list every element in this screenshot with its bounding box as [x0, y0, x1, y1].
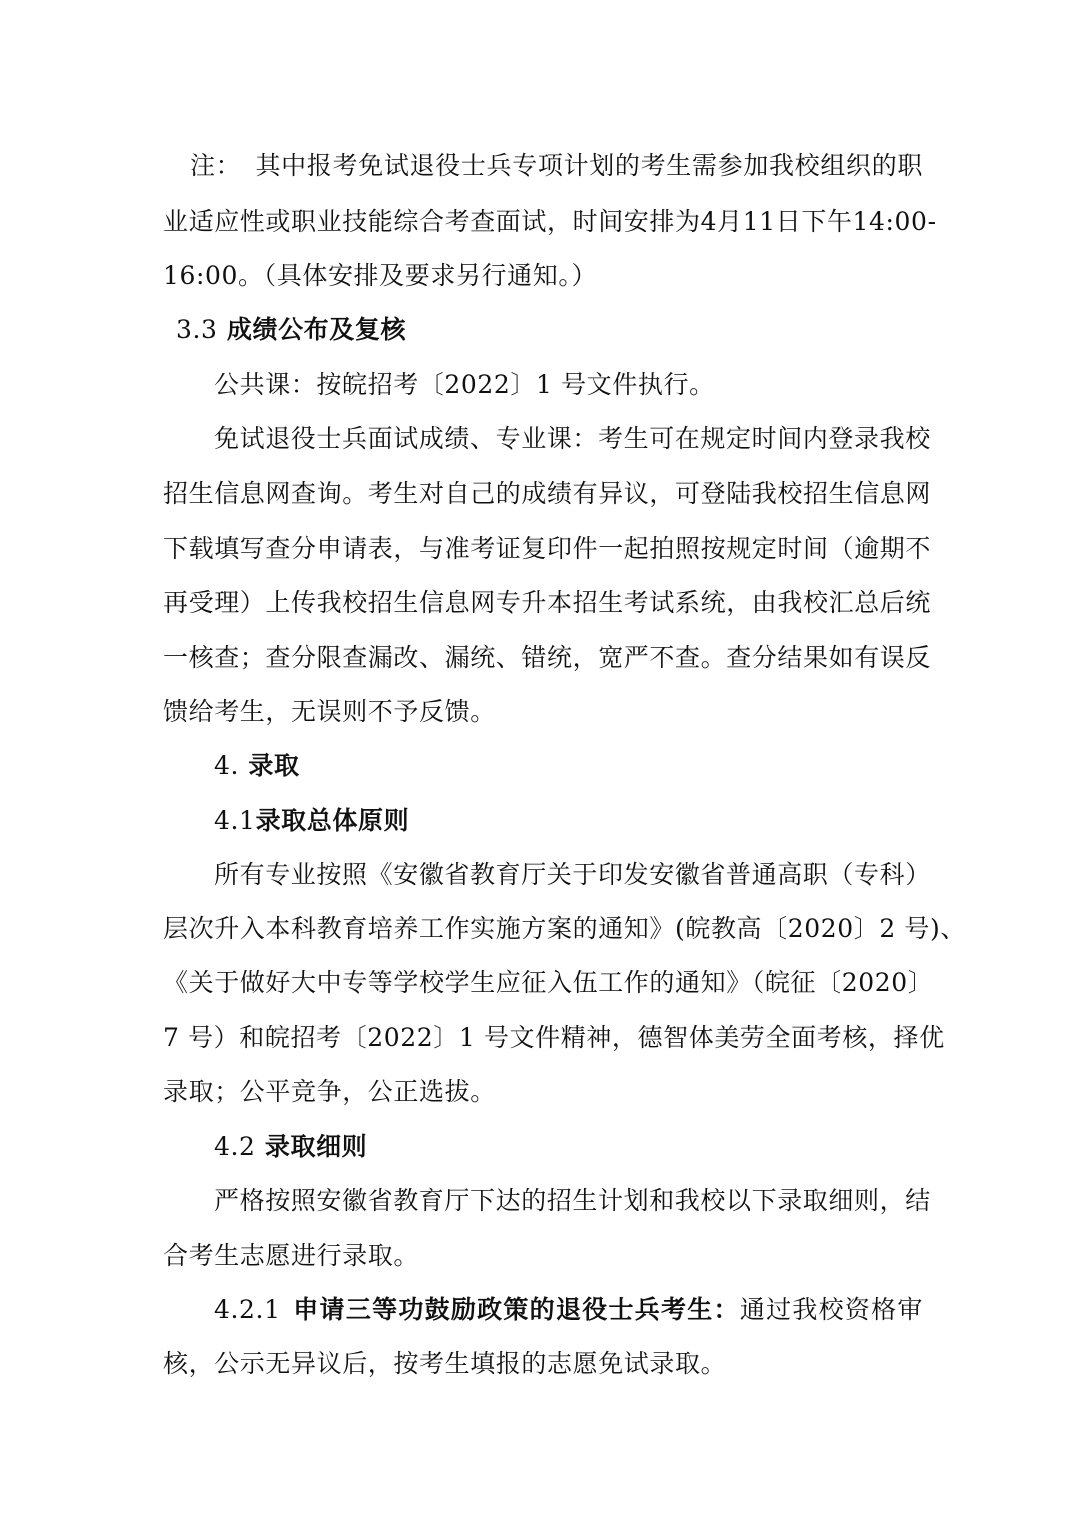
exempt-line-2: 招生信息网查询。考生对自己的成绩有异议，可登陆我校招生信息网: [163, 479, 932, 508]
section-4-2-1-number: 4.2.1: [214, 1295, 281, 1324]
section-4-1-number: 4.1: [214, 806, 256, 835]
principle-line-4: 7 号）和皖招考〔2022〕1 号文件精神，德智体美劳全面考核，择优: [163, 1023, 945, 1052]
rules-line-1: 严格按照安徽省教育厅下达的招生计划和我校以下录取细则，结: [214, 1186, 931, 1215]
exempt-line-6: 馈给考生，无误则不予反馈。: [163, 697, 496, 726]
principle-line-2: 层次升入本科教育培养工作实施方案的通知》(皖教高〔2020〕2 号)、: [163, 914, 966, 943]
section-4-2-1-title: 申请三等功鼓励政策的退役士兵考生：: [292, 1295, 740, 1324]
section-4-title: 录取: [248, 751, 300, 780]
exempt-line-3: 下载填写查分申请表，与准考证复印件一起拍照按规定时间（逾期不: [163, 534, 932, 563]
section-4-2-1-line-1: [214, 1290, 923, 1330]
exempt-line-4: 再受理）上传我校招生信息网专升本招生考试系统，由我校汇总后统: [163, 588, 932, 617]
section-3-3-title: 成绩公布及复核: [226, 315, 407, 344]
section-4-2-1-line-2: 核，公示无异议后，按考生填报的志愿免试录取。: [163, 1349, 727, 1378]
section-4-2-title: 录取细则: [264, 1132, 368, 1161]
note-line-2: 业适应性或职业技能综合考查面试，时间安排为4月11日下午14:00-: [163, 207, 937, 236]
section-4-heading: [214, 746, 923, 786]
rules-line-2: 合考生志愿进行录取。: [163, 1241, 420, 1270]
note-line-3: 16:00。（具体安排及要求另行通知。）: [163, 261, 598, 290]
section-4-2-heading: [214, 1127, 923, 1167]
exempt-line-5: 一核查；查分限查漏改、漏统、错统，宽严不查。查分结果如有误反: [163, 643, 932, 672]
section-3-3-heading: [176, 310, 936, 350]
principle-line-5: 录取；公平竞争，公正选拔。: [163, 1077, 496, 1106]
section-4-1-title: 录取总体原则: [255, 806, 410, 835]
section-4-2-number: 4.2: [214, 1132, 256, 1161]
section-4-number: 4.: [214, 751, 240, 780]
note-text-1: 其中报考免试退役士兵专项计划的考生需参加我校组织的职: [255, 151, 923, 180]
section-3-3-number: 3.3: [176, 315, 218, 344]
principle-line-1: 所有专业按照《安徽省教育厅关于印发安徽省普通高职（专科）: [214, 860, 931, 889]
exempt-line-1: 免试退役士兵面试成绩、专业课：考生可在规定时间内登录我校: [214, 424, 931, 453]
principle-line-3: 《关于做好大中专等学校学生应征入伍工作的通知》（皖征〔2020〕: [163, 968, 934, 997]
section-4-2-1-text: 通过我校资格审: [739, 1295, 924, 1324]
section-4-1-heading: [214, 801, 923, 841]
public-course-line: 公共课：按皖招考〔2022〕1 号文件执行。: [214, 370, 715, 399]
note-label: 注：: [190, 151, 242, 180]
note-line-1: [190, 146, 923, 186]
